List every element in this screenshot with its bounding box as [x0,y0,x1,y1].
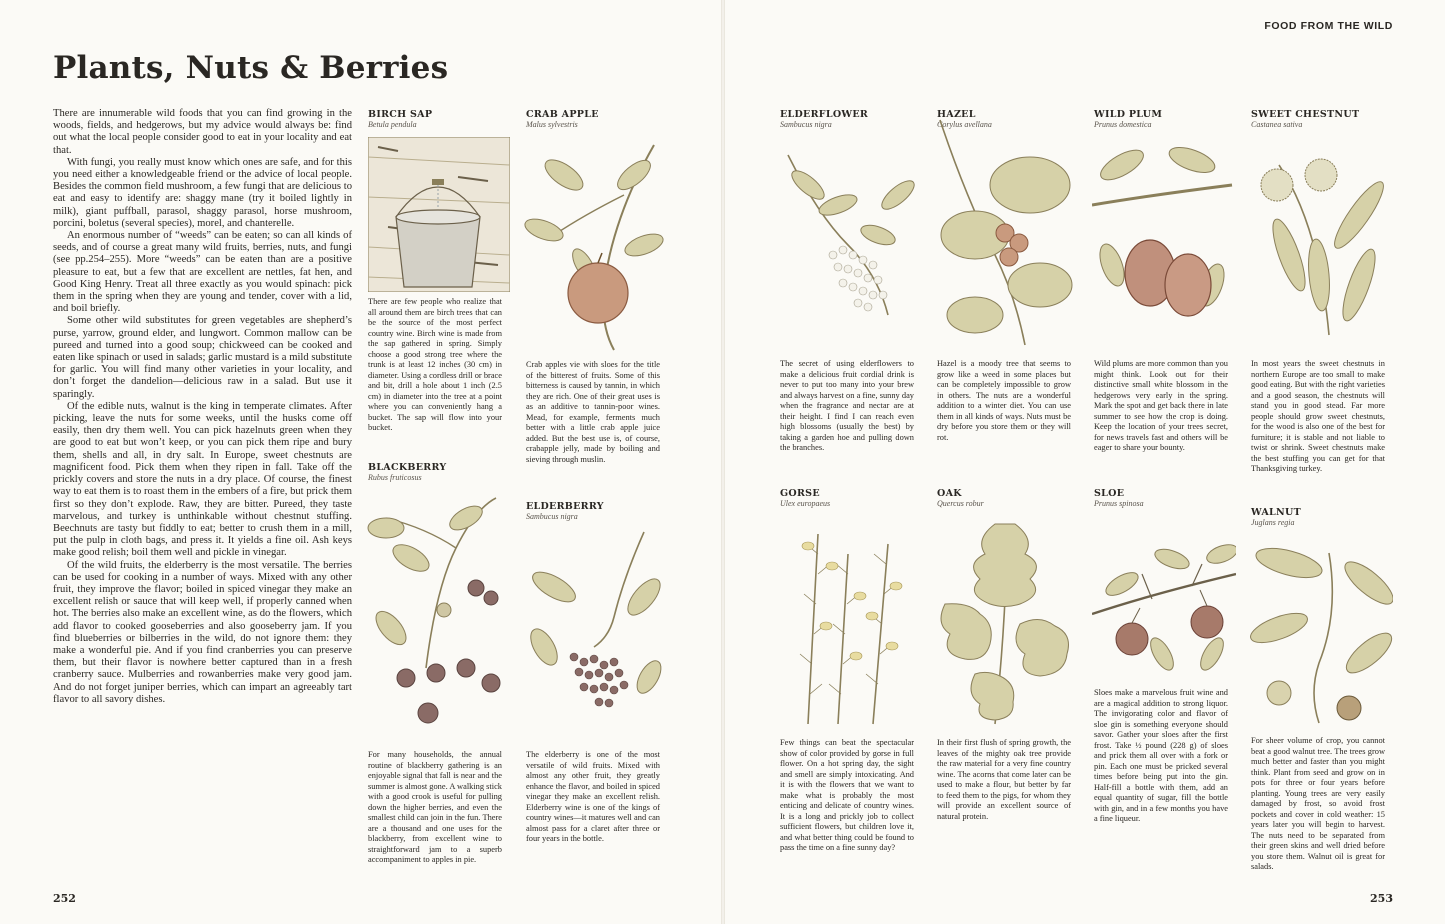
entry-latin-name: Juglans regia [1251,518,1295,527]
entry-elderflower [780,109,920,130]
hazel-illustration [935,115,1079,350]
birch-sap-illustration [368,137,510,292]
wild-plum-illustration [1092,135,1236,350]
entry-title: SLOE [1094,488,1125,499]
sloe-illustration [1092,514,1236,684]
entry-description: Few things can beat the spectacular show of color provided by gorse in full flower. On a hot spring day, the sight and smell are simply intoxicating. And it is with the flowers that we want to make what is probably the most enticing and delicate of country wines. It is a long and prickly job to collect sufficient flowers, but children love it, and what better thing could be found to pass the time on a fine sunny day? [780,738,914,852]
intro-paragraph: There are innumerable wild foods that you can find growing in the woods, fields, and hedgerows, but my advice would always be: find out what the local people consider good to eat in your locality and eat that. [53,108,352,156]
entry-latin-name: Sambucus nigra [780,120,832,129]
entry-description: Wild plums are more common than you might think. Look out for their distinctive small white blossom in the hedgerows very early in the spring. Mark the spot and get back there in late summer to see how the crop is doing. Keep the location of your trees secret, for news travels fast and others will be eager to share your bounty. [1094,359,1228,452]
entry-title: ELDERFLOWER [780,109,869,120]
entry-latin-name: Corylus avellana [937,120,992,129]
sweet-chestnut-illustration [1249,135,1393,350]
entry-description: For many households, the annual routine of blackberry gathering is an enjoyable signal that fall is near and the summer is almost gone. A walking stick with a good crook is useful for pulling down the higher berries, and even the smallest child can join in the fun. There are a thousand and one uses for the blackberry, from excellent wine to straightforward jam to a superb accompaniment to apples in pie. [368,750,502,864]
entry-crab-apple [526,109,666,130]
entry-latin-name: Prunus spinosa [1094,499,1144,508]
oak-illustration [935,514,1079,734]
entry-title: HAZEL [937,109,976,120]
entry-description: Sloes make a marvelous fruit wine and are a magical addition to strong liquor. The invigorating color and flavor of sloe gin is something everyone should savor. Gather your sloes after the first frost. Take ½ pound (228 g) of sloes and prick them all over with a fork or pin. Each one must be pricked several times before being put into the gin. Half-fill a bottle with them, add an equal quantity of sugar, fill the bottle with gin, and in a few months you have a fine liqueur. [1094,688,1228,823]
entry-latin-name: Prunus domestica [1094,120,1152,129]
walnut-illustration [1249,533,1393,728]
intro-text [53,108,352,706]
entry-title: WALNUT [1251,507,1301,518]
entry-title: CRAB APPLE [526,109,599,120]
elderflower-illustration [778,135,922,350]
page-number-right: 253 [1370,892,1393,905]
section-header: FOOD FROM THE WILD [1264,20,1393,32]
elderberry-illustration [524,527,668,732]
entry-birch-sap [368,109,508,130]
entry-description: In their first flush of spring growth, the leaves of the mighty oak tree provide the raw material for a very fine country wine. The acorns that come later can be used to make a flour, but better by far to feed them to the pigs, for whom they will provide an excellent source of natural protein. [937,738,1071,821]
entry-description: Hazel is a moody tree that seems to grow like a weed in some places but can be completely impossible to grow in others. The nuts are a wonderful addition to a winter diet. You can use them in all kinds of ways. Nuts must be dry before you store them or they will rot. [937,359,1071,442]
intro-paragraph: An enormous number of “weeds” can be eaten; so can all kinds of seeds, and of course a great many wild fruits, berries, nuts, and fungi (see pp.254–255). More “weeds” can be eaten than are a positive pleasure to eat, but a few that are excellent are nettles, fat hen, and Good King Henry. Treat all three exactly as you would spinach: pick them in the spring when they are young and tender, cover with a lid, and boil briefly. [53,230,352,315]
entry-sweet-chestnut [1251,109,1391,130]
page-number-left: 252 [53,892,76,905]
entry-walnut [1251,507,1391,528]
entry-description: There are few people who realize that all around them are birch trees that can be the source of the most perfect country wine. Birch wine is made from the sap gathered in spring. Simply choose a good strong tree where the trunk is at least 12 inches (30 cm) in diameter. Using a cordless drill or brace and bit, drill a hole about 1 inch (2.5 cm) in diameter into the tree at a point where you can conveniently hang a bucket. The sap will flow into your bucket. [368,297,502,432]
entry-latin-name: Malus sylvestris [526,120,578,129]
intro-paragraph: Of the edible nuts, walnut is the king in temperate climates. After picking, leave the nuts for some weeks, until the husks come off easily, then dry them well. You can pick hazelnuts green when they are good to eat but won’t keep, or you can pick them ripe and bury them, shells and all, in dry salt. In Europe, sweet chestnuts are magnificent food. Pick them when they ripen in fall. Take off the prickly covers and store the nuts in a dry place. Of course, the finest way to eat them is to roast them in the embers of a fire, but prick them first so they don’t explode. Raw, they are bitter. Pureed, they taste marvelous, and turkey is unthinkable without chestnut stuffing. Beechnuts are tasty but fiddly to eat; better to crush them in a mill, put the pulp in cloth bags, and press it. It yields a fine oil. Ash keys make good relish; boil them well and pickle in vinegar. [53,400,352,559]
entry-description: Crab apples vie with sloes for the title of the bitterest of fruits. Some of this bitterness is caused by tannin, in which they are rich. One of their great uses is as an additive to tannin-poor wines. Mead, for example, ferments much better with a little crab apple juice added. But the best use is, of course, crabapple jelly, made by boiling and sieving through muslin. [526,360,660,464]
entry-gorse [780,488,920,509]
entry-latin-name: Sambucus nigra [526,512,578,521]
entry-description: The secret of using elderflowers to make a delicious fruit cordial drink is never to put too many into your brew and always harvest on a fine, sunny day when the fragrance and nectar are at their height. I find I can reach even high blossoms (usually the best) by taking a garden hoe and pulling down the branches. [780,359,914,452]
entry-title: BLACKBERRY [368,462,447,473]
entry-title: GORSE [780,488,820,499]
intro-paragraph: Some other wild substitutes for green vegetables are shepherd’s purse, yarrow, ground elder, and lungwort. Common mallow can be pureed and turned into a good soup; chickweed can be cooked and eaten like spinach or used in salads; garlic mustard is a mild substitute for garlic. You will find many other varieties in your locality, and don’t forget the dandelion—delicious raw in a salad. But use it sparingly. [53,315,352,400]
blackberry-illustration [366,488,510,733]
entry-title: WILD PLUM [1094,109,1163,120]
entry-latin-name: Ulex europaeus [780,499,831,508]
book-spine [721,0,725,924]
entry-elderberry [526,501,666,522]
intro-paragraph: With fungi, you really must know which ones are safe, and for this you need either a knowledgeable friend or the advice of local people. Besides the common field mushroom, a few fungi that are delicious to eat and easy to identify are: shaggy mane (try it boiled lightly in milk), giant puffball, parasol, shaggy parasol, horse mushroom, porcini, boletus (several species), morel, and chanterelle. [53,156,352,229]
crab-apple-illustration [524,135,668,355]
entry-description: In most years the sweet chestnuts in northern Europe are too small to make good eating. But with the right varieties and a good season, the chestnuts will stand you in good stead. Far more people should grow sweet chestnuts, for the wood is also one of the best for furniture; it is stable and not liable to twist or shrink. Sweet chestnuts make the best stuffing you can get for that Thanksgiving turkey. [1251,359,1385,473]
entry-title: ELDERBERRY [526,501,604,512]
entry-oak [937,488,1077,509]
entry-wild-plum [1094,109,1234,130]
entry-latin-name: Betula pendula [368,120,417,129]
entry-latin-name: Castanea sativa [1251,120,1303,129]
gorse-illustration [778,514,922,734]
entry-title: BIRCH SAP [368,109,433,120]
entry-blackberry [368,462,508,483]
entry-latin-name: Rubus fruticosus [368,473,422,482]
entry-title: OAK [937,488,962,499]
entry-latin-name: Quercus robur [937,499,984,508]
entry-description: The elderberry is one of the most versatile of wild fruits. Mixed with almost any other fruit, they greatly enhance the flavor, and boiled in spiced vinegar they make an excellent relish. Elderberry wine is one of the kings of country wines—it matures well and can almost pass for a claret after three or four years in the bottle. [526,750,660,843]
entry-sloe [1094,488,1234,509]
entry-title: SWEET CHESTNUT [1251,109,1360,120]
intro-paragraph: Of the wild fruits, the elderberry is the most versatile. The berries can be used for cooking in a number of ways. Mixed with any other fruit, they improve the flavor; boiled in spiced vinegar they make an excellent relish or sauce that will keep well, if properly canned when hot. The berries also make an excellent wine, as do the flowers, which add flavor to cooked gooseberries and also gooseberry jam. If you find blueberries or bilberries in the wild, do not ignore them: they make a wonderful pie. And if you find cranberries you can preserve them, but their flavor is nowhere better captured than in a fresh cranberry sauce. Mulberries and rowanberries make very good jam. And do not forget juniper berries, which can impart an agreeably tart flavor to all savory dishes. [53,559,352,705]
page-title: Plants, Nuts & Berries [53,50,449,86]
entry-description: For sheer volume of crop, you cannot beat a good walnut tree. The trees grow much better and faster than you might think. Plant from seed and grow on in pots for three or four years before planting. Young trees are very easily damaged by frost, so avoid frost pockets and cover in cold weather: 15 years later you will begin to harvest. The nuts need to be separated from their green skins and well dried before you store them. Walnut oil is great for salads. [1251,736,1385,871]
